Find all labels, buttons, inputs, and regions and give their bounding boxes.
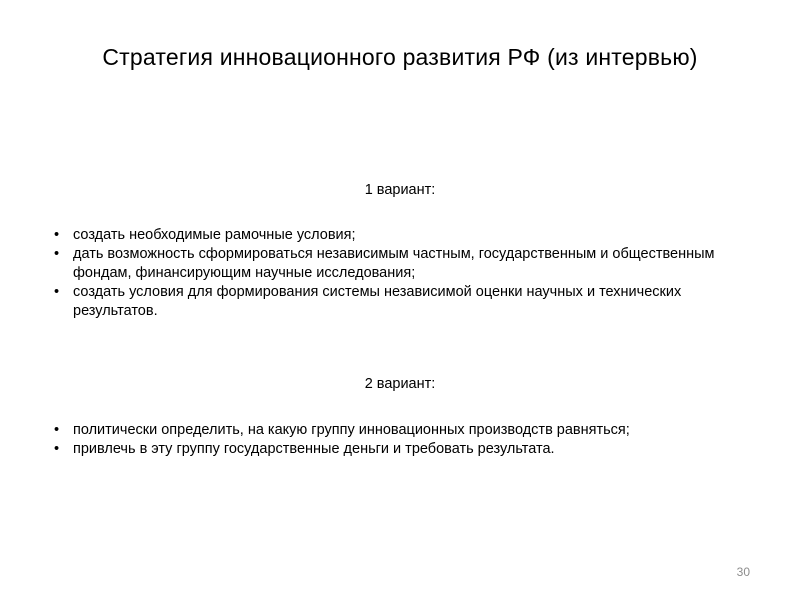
list-item — [52, 440, 752, 459]
list-item — [52, 283, 752, 321]
list-item-text: привлечь в эту группу государственные деньги и требовать результата. — [73, 441, 555, 457]
bullet-icon: • — [54, 422, 60, 438]
bullet-icon: • — [54, 284, 60, 300]
bullet-icon: • — [54, 246, 60, 262]
list-item — [52, 226, 752, 245]
list-item — [52, 245, 752, 283]
variant-2-heading: 2 вариант: — [364, 376, 436, 392]
bullet-icon: • — [54, 227, 60, 243]
variant-2-list — [52, 421, 752, 459]
list-item-text: создать необходимые рамочные условия; — [73, 227, 356, 243]
list-item-text: создать условия для формирования системы независимой оценки научных и технических результатов. — [73, 284, 682, 319]
variant-1-heading: 1 вариант: — [364, 182, 436, 198]
list-item — [52, 421, 752, 440]
list-item-text: политически определить, на какую группу инновационных производств равняться; — [73, 422, 630, 438]
slide-title: Стратегия инновационного развития РФ (из интервью) — [102, 44, 698, 70]
bullet-icon: • — [54, 441, 60, 457]
page-number: 30 — [736, 565, 750, 579]
list-item-text: дать возможность сформироваться независимым частным, государственным и общественным фондам, финансирующим научные исследования; — [73, 246, 715, 281]
variant-1-list — [52, 226, 752, 321]
